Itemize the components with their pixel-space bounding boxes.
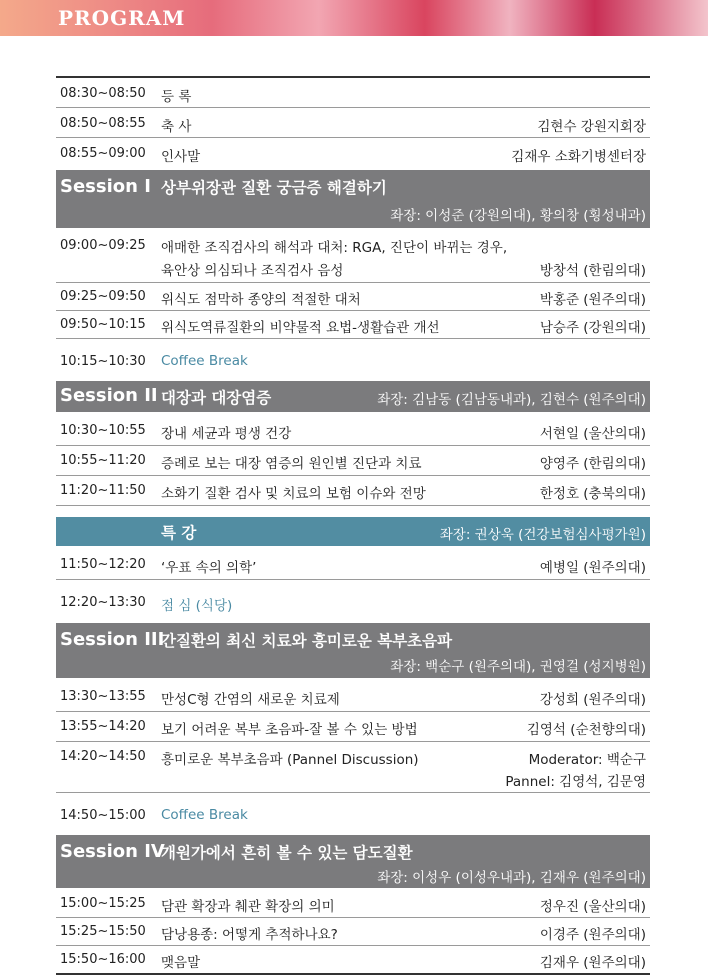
- speaker-cell: 김재우 소화기병센터장: [511, 149, 646, 165]
- panel-cell: Pannel: 김영석, 김문영: [505, 774, 646, 790]
- speaker-cell: 예병일 (원주의대): [539, 560, 646, 576]
- schedule-row: [56, 108, 650, 138]
- title-cell: 만성C형 간염의 새로운 치료제: [161, 692, 340, 708]
- schedule-row: [56, 339, 650, 381]
- coffee-break-label: Coffee Break: [161, 807, 248, 823]
- schedule-row: [56, 311, 650, 339]
- schedule-row: [56, 890, 650, 918]
- time-cell: 15:50~16:00: [60, 952, 146, 967]
- schedule-row: [56, 682, 650, 712]
- session-label: Session III: [60, 629, 165, 650]
- title-cell-line2: 육안상 의심되나 조직검사 음성: [161, 263, 344, 279]
- session-header: [56, 623, 650, 678]
- time-cell: 14:50~15:00: [60, 808, 146, 823]
- spacer: [56, 506, 650, 517]
- time-cell: 10:15~10:30: [60, 354, 146, 369]
- time-cell: 10:30~10:55: [60, 423, 146, 438]
- time-cell: 09:00~09:25: [60, 238, 146, 253]
- coffee-break-label: Coffee Break: [161, 353, 248, 369]
- time-cell: 09:50~10:15: [60, 317, 146, 332]
- time-cell: 11:50~12:20: [60, 557, 146, 572]
- title-cell: 담관 확장과 췌관 확장의 의미: [161, 899, 335, 915]
- time-cell: 14:20~14:50: [60, 749, 146, 764]
- special-chair: 좌장: 권상욱 (건강보험심사평가원): [439, 527, 646, 543]
- lunch-label: 점 심 (식당): [161, 598, 233, 614]
- title-cell: 위식도역류질환의 비약물적 요법-생활습관 개선: [161, 320, 440, 336]
- schedule-row: [56, 742, 650, 793]
- time-cell: 11:20~11:50: [60, 483, 146, 498]
- schedule-row: [56, 232, 650, 283]
- program-banner: [0, 0, 708, 36]
- speaker-cell: 김재우 (원주의대): [539, 955, 646, 971]
- schedule-row: [56, 550, 650, 580]
- session-chair: 좌장: 이성우 (이성우내과), 김재우 (원주의대): [377, 870, 646, 886]
- speaker-cell: 김영석 (순천향의대): [526, 722, 646, 738]
- time-cell: 12:20~13:30: [60, 595, 146, 610]
- moderator-cell: Moderator: 백순구: [528, 752, 646, 768]
- speaker-cell: 남승주 (강원의대): [539, 320, 646, 336]
- title-cell: 보기 어려운 복부 초음파-잘 볼 수 있는 방법: [161, 722, 418, 738]
- title-cell: 등 록: [161, 89, 192, 105]
- title-cell: 장내 세균과 평생 건강: [161, 426, 292, 442]
- session-chair: 좌장: 김남동 (김남동내과), 김현수 (원주의대): [377, 392, 646, 408]
- title-cell: 흥미로운 복부초음파 (Pannel Discussion): [161, 752, 419, 768]
- title-cell: 애매한 조직검사의 해석과 대처: RGA, 진단이 바뀌는 경우,: [161, 240, 508, 256]
- schedule-row: [56, 946, 650, 975]
- session-title: 간질환의 최신 치료와 흥미로운 복부초음파: [161, 632, 453, 650]
- program-table: [56, 76, 650, 975]
- title-cell: 증례로 보는 대장 염증의 원인별 진단과 치료: [161, 456, 422, 472]
- title-cell: 인사말: [161, 149, 201, 165]
- session-header: [56, 835, 650, 888]
- session-chair: 좌장: 백순구 (원주의대), 권영걸 (성지병원): [390, 659, 646, 675]
- schedule-row: [56, 446, 650, 476]
- title-cell: ‘우표 속의 의학’: [161, 560, 257, 576]
- time-cell: 08:55~09:00: [60, 146, 146, 161]
- schedule-row: [56, 476, 650, 506]
- time-cell: 09:25~09:50: [60, 289, 146, 304]
- speaker-cell: 방창석 (한림의대): [539, 263, 646, 279]
- title-cell: 담낭용종: 어떻게 추적하나요?: [161, 927, 338, 943]
- speaker-cell: 박홍준 (원주의대): [539, 292, 646, 308]
- schedule-row: [56, 78, 650, 108]
- time-cell: 08:50~08:55: [60, 116, 146, 131]
- session-chair: 좌장: 이성준 (강원의대), 황의창 (횡성내과): [390, 208, 646, 224]
- title-cell: 축 사: [161, 119, 192, 135]
- time-cell: 13:30~13:55: [60, 689, 146, 704]
- session-label: Session I: [60, 176, 151, 197]
- title-cell: 위식도 점막하 종양의 적절한 대처: [161, 292, 361, 308]
- banner-title: PROGRAM: [58, 6, 186, 30]
- schedule-row: [56, 283, 650, 311]
- special-lecture-header: [56, 517, 650, 546]
- time-cell: 13:55~14:20: [60, 719, 146, 734]
- schedule-row: [56, 793, 650, 835]
- title-cell: 소화기 질환 검사 및 치료의 보험 이슈와 전망: [161, 486, 426, 502]
- session-title: 개원가에서 흔히 볼 수 있는 담도질환: [161, 844, 413, 862]
- time-cell: 15:25~15:50: [60, 924, 146, 939]
- schedule-row: [56, 416, 650, 446]
- speaker-cell: 서현일 (울산의대): [539, 426, 646, 442]
- speaker-cell: 김현수 강원지회장: [537, 119, 646, 135]
- schedule-row: [56, 580, 650, 623]
- time-cell: 10:55~11:20: [60, 453, 146, 468]
- session-header: [56, 381, 650, 412]
- session-title: 대장과 대장염증: [161, 389, 272, 407]
- schedule-row: [56, 138, 650, 170]
- speaker-cell: 이경주 (원주의대): [539, 927, 646, 943]
- session-header: [56, 170, 650, 228]
- session-title: 상부위장관 질환 궁금증 해결하기: [161, 179, 387, 197]
- speaker-cell: 강성희 (원주의대): [539, 692, 646, 708]
- time-cell: 15:00~15:25: [60, 896, 146, 911]
- session-label: Session II: [60, 385, 158, 406]
- schedule-row: [56, 712, 650, 742]
- session-label: Session IV: [60, 841, 165, 862]
- speaker-cell: 한정호 (충북의대): [539, 486, 646, 502]
- time-cell: 08:30~08:50: [60, 86, 146, 101]
- special-title: 특 강: [161, 524, 197, 542]
- speaker-cell: 양영주 (한림의대): [539, 456, 646, 472]
- title-cell: 맺음말: [161, 955, 201, 971]
- schedule-row: [56, 918, 650, 946]
- speaker-cell: 정우진 (울산의대): [539, 899, 646, 915]
